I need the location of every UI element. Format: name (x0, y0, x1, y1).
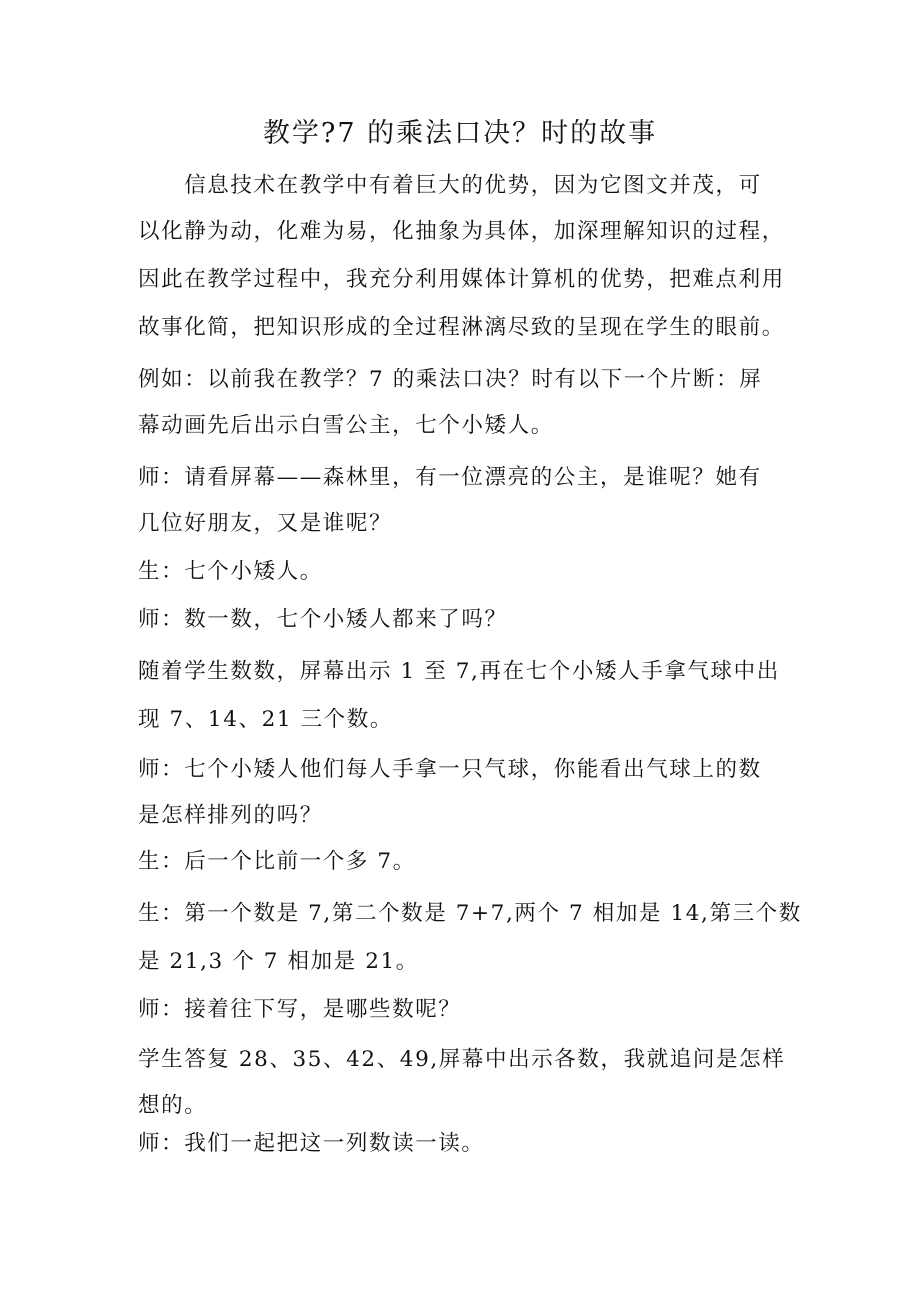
document-title: 教学?7 的乘法口决？时的故事 (262, 118, 658, 149)
body-line: 信息技术在教学中有着巨大的优势，因为它图文并茂，可 (138, 173, 762, 198)
body-line: 是 21,3 个 7 相加是 21。 (138, 949, 419, 974)
body-line: 师：七个小矮人他们每人手拿一只气球，你能看出气球上的数 (138, 757, 762, 782)
body-line: 想的。 (138, 1093, 208, 1118)
body-line: 生：七个小矮人。 (138, 559, 323, 584)
body-line: 故事化简，把知识形成的全过程淋漓尽致的呈现在学生的眼前。 (138, 315, 785, 340)
body-line: 是怎样排列的吗？ (138, 803, 323, 828)
body-line: 师：接着往下写，是哪些数呢？ (138, 997, 462, 1022)
body-line: 以化静为动，化难为易，化抽象为具体，加深理解知识的过程， (138, 219, 785, 244)
body-line: 师：数一数，七个小矮人都来了吗？ (138, 607, 508, 632)
body-line: 生：后一个比前一个多 7。 (138, 849, 416, 874)
body-line: 学生答复 28、35、42、49,屏幕中出示各数，我就追问是怎样 (138, 1047, 786, 1072)
body-line: 幕动画先后出示白雪公主，七个小矮人。 (138, 413, 554, 438)
body-line: 现 7、14、21 三个数。 (138, 707, 393, 732)
body-line: 师：请看屏幕——森林里，有一位漂亮的公主，是谁呢？她有 (138, 465, 762, 490)
body-line: 随着学生数数，屏幕出示 1 至 7,再在七个小矮人手拿气球中出 (138, 659, 780, 684)
body-line: 生：第一个数是 7,第二个数是 7+7,两个 7 相加是 14,第三个数 (138, 901, 802, 926)
body-line: 几位好朋友，又是谁呢？ (138, 511, 393, 536)
body-line: 例如：以前我在教学？7 的乘法口决？时有以下一个片断：屏 (138, 367, 763, 392)
body-line: 师：我们一起把这一列数读一读。 (138, 1131, 485, 1156)
body-line: 因此在教学过程中，我充分利用媒体计算机的优势，把难点利用 (138, 267, 785, 292)
